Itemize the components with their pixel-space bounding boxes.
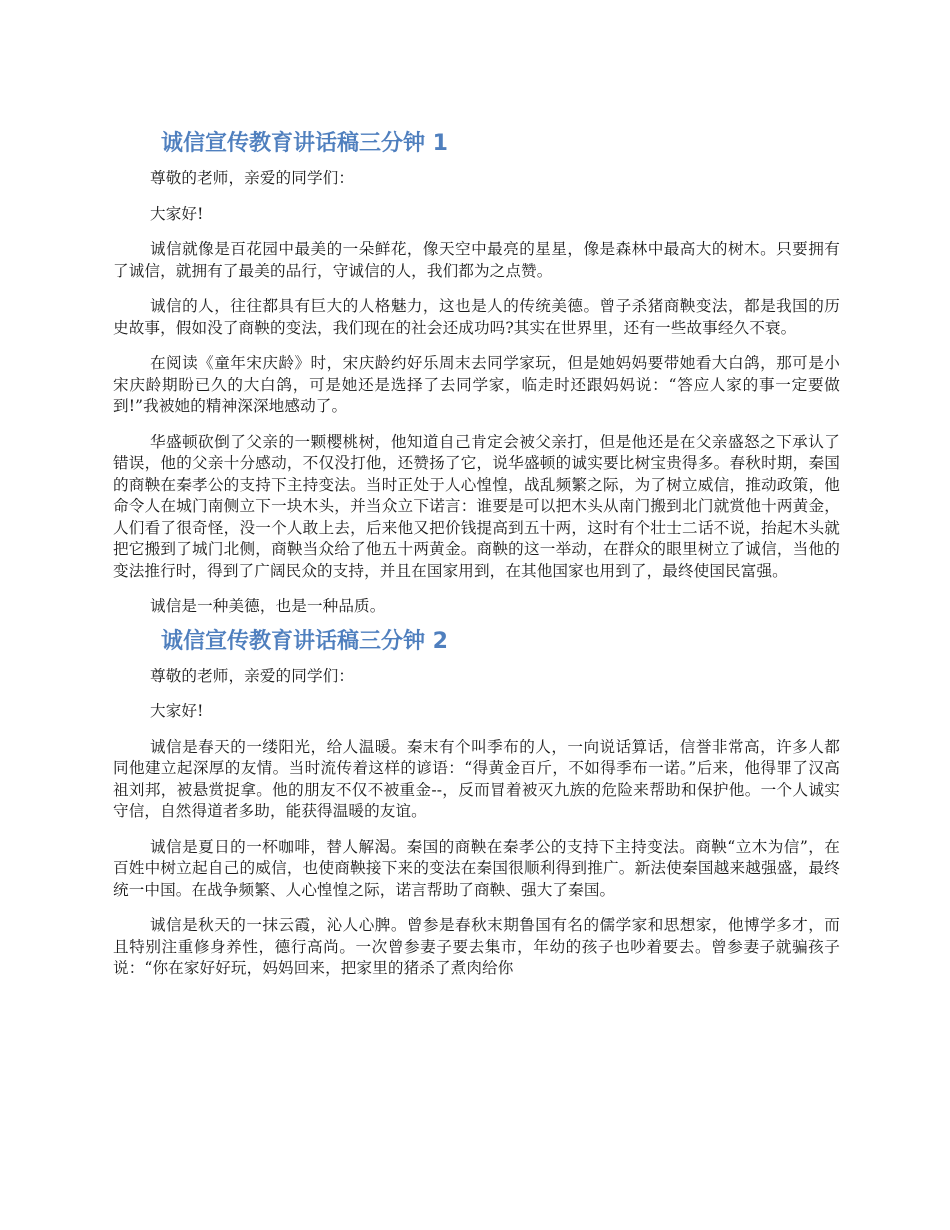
section-title-1: 诚信宣传教育讲话稿三分钟 1 xyxy=(161,131,448,156)
paragraph-greeting: 尊敬的老师，亲爱的同学们： xyxy=(150,169,355,187)
paragraph-body: 诚信是春天的一缕阳光，给人温暖。秦末有个叫季布的人，一向说话算话，信誉非常高，许多人都同他建立起深厚的友情。当时流传着这样的谚语：“得黄金百斤，不如得季布一诺。”后来，他得罪了汉高祖刘邦，被悬赏捉拿。他的朋友不仅不被重金--，反而冒着被灭九族的危险来帮助和保护他。一个人诚实守信，自然得道者多助，能获得温暖的友谊。 xyxy=(113,737,840,820)
paragraph-body: 诚信的人，往往都具有巨大的人格魅力，这也是人的传统美德。曾子杀猪商鞅变法，都是我国的历史故事，假如没了商鞅的变法，我们现在的社会还成功吗?其实在世界里，还有一些故事经久不衰。 xyxy=(113,297,840,337)
paragraph-body: 诚信是夏日的一杯咖啡，替人解渴。秦国的商鞅在秦孝公的支持下主持变法。商鞅“立木为信”，在百姓中树立起自己的威信，也使商鞅接下来的变法在秦国很顺利得到推广。新法使秦国越来越强盛，最终统一中国。在战争频繁、人心惶惶之际，诺言帮助了商鞅、强大了秦国。 xyxy=(113,837,840,899)
paragraph-body: 诚信是一种美德，也是一种品质。 xyxy=(150,597,386,615)
paragraph-body: 华盛顿砍倒了父亲的一颗樱桃树，他知道自己肯定会被父亲打，但是他还是在父亲盛怒之下承认了错误，他的父亲十分感动，不仅没打他，还赞扬了它，说华盛顿的诚实要比树宝贵得多。春秋时期，秦国的商鞅在秦孝公的支持下主持变法。当时正处于人心惶惶，战乱频繁之际，为了树立威信，推动政策，他命令人在城门南侧立下一块木头，并当众立下诺言：谁要是可以把木头从南门搬到北门就赏他十两黄金，人们看了很奇怪，没一个人敢上去，后来他又把价钱提高到五十两，这时有个壮士二话不说，抬起木头就把它搬到了城门北侧，商鞅当众给了他五十两黄金。商鞅的这一举动，在群众的眼里树立了诚信，当他的变法推行时，得到了广阔民众的支持，并且在国家用到，在其他国家也用到了，最终使国民富强。 xyxy=(113,432,840,580)
document-body xyxy=(113,128,840,980)
section-title-2: 诚信宣传教育讲话稿三分钟 2 xyxy=(161,628,448,654)
paragraph-greeting: 尊敬的老师，亲爱的同学们： xyxy=(150,666,355,685)
paragraph-body: 诚信是秋天的一抹云霞，沁人心脾。曾参是春秋末期鲁国有名的儒学家和思想家，他博学多才，而且特别注重修身养性，德行高尚。一次曾参妻子要去集市，年幼的孩子也吵着要去。曾参妻子就骗孩子说：“你在家好好玩，妈妈回来，把家里的猪杀了煮肉给你 xyxy=(113,916,840,977)
paragraph-body: 诚信就像是百花园中最美的一朵鲜花，像天空中最亮的星星，像是森林中最高大的树木。只要拥有了诚信，就拥有了最美的品行，守诚信的人，我们都为之点赞。 xyxy=(113,240,840,280)
paragraph-body: 在阅读《童年宋庆龄》时，宋庆龄约好乐周末去同学家玩，但是她妈妈要带她看大白鸽，那可是小宋庆龄期盼已久的大白鸽，可是她还是选择了去同学家，临走时还跟妈妈说：“答应人家的事一定要做到!”我被她的精神深深地感动了。 xyxy=(113,354,840,415)
paragraph-hello: 大家好! xyxy=(150,204,204,223)
paragraph-hello: 大家好! xyxy=(150,702,204,720)
